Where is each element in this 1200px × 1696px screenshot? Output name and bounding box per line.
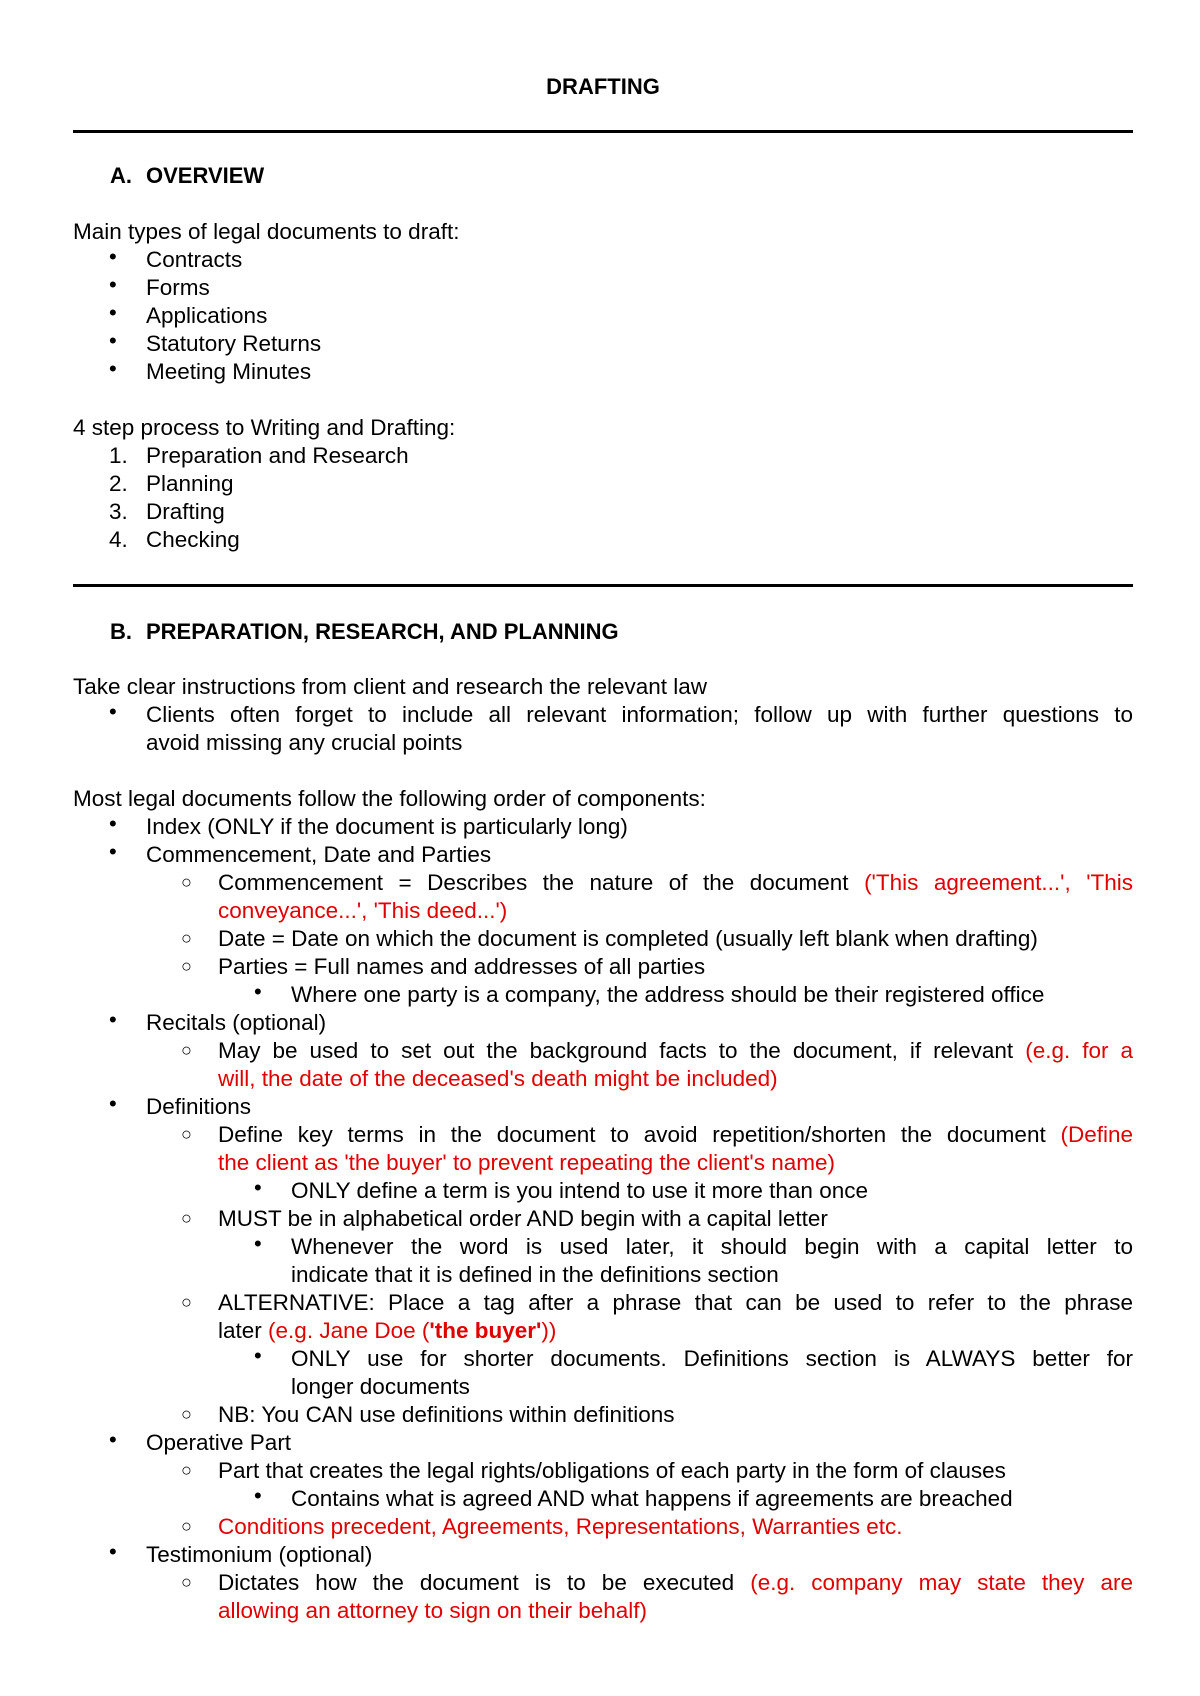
sub-sub-list-item: • ONLY use for shorter documents. Definitions section is ALWAYS better for: [254, 1343, 1133, 1371]
bullet-icon: •: [109, 1539, 117, 1564]
list-item: • Testimonium (optional): [109, 1539, 373, 1567]
circle-bullet-icon: ○: [181, 1516, 192, 1536]
bullet-icon: •: [109, 699, 117, 724]
bullet-icon: •: [109, 1007, 117, 1032]
circle-bullet-icon: ○: [181, 1460, 192, 1480]
section-a-heading: A. OVERVIEW: [110, 163, 265, 188]
bullet-icon: •: [109, 328, 117, 353]
bullet-icon: •: [109, 272, 117, 297]
bullet-icon: •: [254, 1343, 262, 1368]
list-item: • Recitals (optional): [109, 1007, 327, 1035]
sub-sub-list-item: • Whenever the word is used later, it should begin with a capital letter to: [254, 1231, 1133, 1259]
sub-list-item: ○ Dictates how the document is to be executed (e.g. company may state they are: [181, 1570, 1133, 1595]
sub-list-item-continued: the client as 'the buyer' to prevent repeating the client's name): [218, 1150, 835, 1175]
bullet-icon: •: [109, 356, 117, 381]
numbered-item: 4. Checking: [109, 527, 240, 552]
list-item: • Meeting Minutes: [109, 356, 312, 384]
bullet-icon: •: [109, 811, 117, 836]
bullet-icon: •: [254, 979, 262, 1004]
sub-sub-list-item: • ONLY define a term is you intend to use it more than once: [254, 1175, 868, 1203]
paragraph: Take clear instructions from client and research the relevant law: [73, 674, 708, 699]
list-item: • Forms: [109, 272, 210, 300]
sub-list-item: ○ ALTERNATIVE: Place a tag after a phrase that can be used to refer to the phrase: [181, 1290, 1133, 1315]
sub-list-item-continued: later (e.g. Jane Doe ('the buyer')): [218, 1318, 557, 1343]
list-item: • Contracts: [109, 244, 243, 272]
list-item: • Index (ONLY if the document is particularly long): [109, 811, 628, 839]
sub-list-item-continued: allowing an attorney to sign on their behalf): [218, 1598, 648, 1623]
divider-rule: [73, 584, 1133, 587]
bullet-icon: •: [109, 244, 117, 269]
section-b-heading: B. PREPARATION, RESEARCH, AND PLANNING: [110, 619, 619, 644]
sub-sub-list-item: • Contains what is agreed AND what happens if agreements are breached: [254, 1483, 1013, 1511]
paragraph: 4 step process to Writing and Drafting:: [73, 415, 456, 440]
circle-bullet-icon: ○: [181, 1572, 192, 1592]
list-item: • Statutory Returns: [109, 328, 322, 356]
list-item: • Clients often forget to include all relevant information; follow up with further questions to: [109, 699, 1133, 727]
circle-bullet-icon: ○: [181, 1208, 192, 1228]
circle-bullet-icon: ○: [181, 872, 192, 892]
sub-list-item: ○ Parties = Full names and addresses of all parties: [181, 954, 706, 979]
sub-sub-list-item: • Where one party is a company, the address should be their registered office: [254, 979, 1045, 1007]
sub-sub-list-item-continued: indicate that it is defined in the definitions section: [291, 1262, 779, 1287]
paragraph: Main types of legal documents to draft:: [73, 219, 460, 244]
document-title: DRAFTING: [546, 74, 660, 99]
sub-list-item: ○ NB: You CAN use definitions within definitions: [181, 1402, 675, 1427]
sub-list-item: ○ Date = Date on which the document is completed (usually left blank when drafting): [181, 926, 1038, 951]
list-item: • Operative Part: [109, 1427, 292, 1455]
sub-list-item: ○ Commencement = Describes the nature of the document ('This agreement...', 'This: [181, 870, 1133, 895]
circle-bullet-icon: ○: [181, 928, 192, 948]
bullet-icon: •: [109, 1091, 117, 1116]
bullet-icon: •: [109, 1427, 117, 1452]
paragraph: Most legal documents follow the following order of components:: [73, 786, 706, 811]
divider-rule: [73, 130, 1133, 133]
list-item: • Definitions: [109, 1091, 252, 1119]
bullet-icon: •: [254, 1231, 262, 1256]
list-item: • Commencement, Date and Parties: [109, 839, 492, 867]
sub-list-item: ○ May be used to set out the background facts to the document, if relevant (e.g. for a: [181, 1038, 1133, 1063]
circle-bullet-icon: ○: [181, 1124, 192, 1144]
list-item-continued: avoid missing any crucial points: [146, 730, 463, 755]
bullet-icon: •: [254, 1483, 262, 1508]
sub-list-item-continued: will, the date of the deceased's death might be included): [218, 1066, 778, 1091]
sub-list-item: ○ MUST be in alphabetical order AND begin with a capital letter: [181, 1206, 828, 1231]
circle-bullet-icon: ○: [181, 1292, 192, 1312]
sub-list-item: ○ Part that creates the legal rights/obligations of each party in the form of clauses: [181, 1458, 1006, 1483]
sub-list-item: ○ Define key terms in the document to avoid repetition/shorten the document (Define: [181, 1122, 1133, 1147]
section-a-body: [73, 218, 1133, 554]
circle-bullet-icon: ○: [181, 1404, 192, 1424]
numbered-item: 2. Planning: [109, 471, 234, 496]
numbered-item: 1. Preparation and Research: [109, 443, 409, 468]
sub-list-item: ○ Conditions precedent, Agreements, Representations, Warranties etc.: [181, 1514, 903, 1539]
bullet-icon: •: [109, 839, 117, 864]
circle-bullet-icon: ○: [181, 956, 192, 976]
section-b-body: [73, 673, 1133, 1625]
bullet-icon: •: [109, 300, 117, 325]
bullet-icon: •: [254, 1175, 262, 1200]
sub-sub-list-item-continued: longer documents: [291, 1374, 470, 1399]
numbered-item: 3. Drafting: [109, 499, 225, 524]
list-item: • Applications: [109, 300, 268, 328]
circle-bullet-icon: ○: [181, 1040, 192, 1060]
sub-list-item-continued: conveyance...', 'This deed...'): [218, 898, 508, 923]
